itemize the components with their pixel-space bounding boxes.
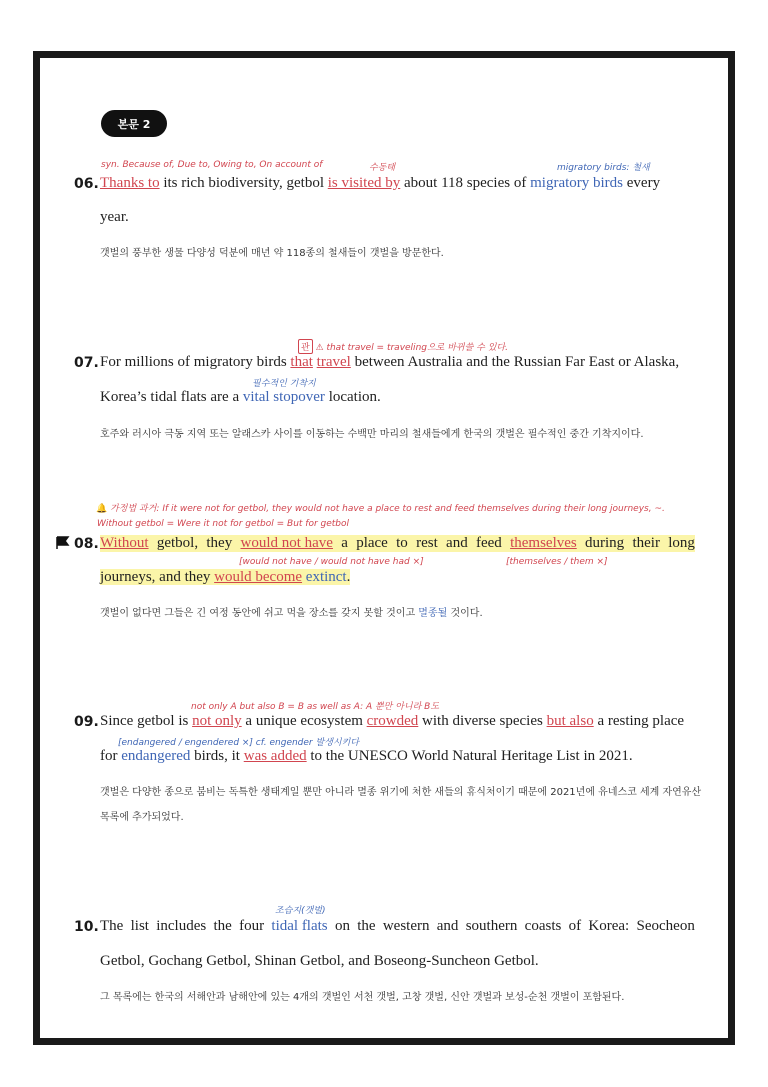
word: they bbox=[206, 535, 233, 551]
word: the bbox=[357, 918, 376, 934]
text: to the UNESCO World Natural Heritage List in 2021. bbox=[306, 748, 633, 764]
note-migratory: migratory birds: 철새 bbox=[557, 163, 650, 173]
word: rest bbox=[416, 535, 438, 551]
sentence-09-line-2 bbox=[100, 748, 633, 765]
word-that: that bbox=[290, 354, 313, 370]
note-text: ⚠ that travel = traveling으로 바뀌쓸 수 있다. bbox=[315, 343, 508, 353]
word: of bbox=[568, 918, 582, 934]
note-would-not-have: [would not have / would not have had ×] bbox=[239, 557, 424, 567]
sentence-number: 06. bbox=[74, 176, 99, 192]
word: The bbox=[100, 918, 124, 934]
sentence-08-line-1 bbox=[100, 535, 695, 552]
sentence-number: 08. bbox=[74, 536, 99, 552]
text: 갯벌이 없다면 그들은 긴 여정 동안에 쉬고 먹을 장소를 갖지 못할 것이고 bbox=[100, 608, 419, 619]
word: and bbox=[436, 918, 459, 934]
text: . bbox=[346, 569, 351, 585]
word: western bbox=[382, 918, 430, 934]
word-endangered: endangered bbox=[121, 748, 191, 764]
word-crowded: crowded bbox=[366, 713, 419, 729]
note-tidal-flats: 조습지(갯벌) bbox=[275, 906, 326, 916]
highlight bbox=[100, 569, 350, 585]
sentence-number: 10. bbox=[74, 919, 99, 935]
word-travel: travel bbox=[316, 354, 351, 370]
phrase-thanks-to: Thanks to bbox=[100, 175, 160, 191]
bell-icon: 🔔 bbox=[96, 504, 108, 514]
sentence-06-line-1 bbox=[100, 175, 660, 192]
word-extinct: extinct bbox=[305, 569, 347, 585]
word: their bbox=[632, 535, 660, 551]
text: every bbox=[623, 175, 661, 191]
word: the bbox=[213, 918, 232, 934]
sentence-08-line-2 bbox=[100, 569, 350, 586]
word: to bbox=[396, 535, 408, 551]
note-passive: 수동태 bbox=[369, 163, 396, 173]
word: Seocheon bbox=[636, 918, 695, 934]
sentence-07-line-1 bbox=[100, 354, 679, 371]
word: list bbox=[130, 918, 149, 934]
word-without: Without bbox=[100, 535, 149, 551]
word-themselves: themselves bbox=[510, 535, 577, 551]
word: and bbox=[446, 535, 468, 551]
word: Korea: bbox=[588, 918, 630, 934]
word: southern bbox=[465, 918, 518, 934]
sentence-number: 09. bbox=[74, 714, 99, 730]
sentence-number: 07. bbox=[74, 355, 99, 371]
flag-icon bbox=[56, 535, 70, 554]
sentence-06-line-2: year. bbox=[100, 209, 129, 225]
sentence-10-line-2: Getbol, Gochang Getbol, Shinan Getbol, and Boseong-Suncheon Getbol. bbox=[100, 953, 539, 969]
note-themselves: [themselves / them ×] bbox=[506, 557, 608, 567]
text: For millions of migratory birds bbox=[100, 354, 291, 370]
translation-07: 호주와 러시아 극동 지역 또는 알래스카 사이를 이동하는 수백만 마리의 철새들에게 한국의 갯벌은 필수적인 중간 기착지이다. bbox=[100, 429, 644, 440]
text: for bbox=[100, 748, 122, 764]
note-without: Without getbol = Were it not for getbol = But for getbol bbox=[97, 519, 350, 529]
text: location. bbox=[324, 389, 381, 405]
text: with diverse species bbox=[418, 713, 547, 729]
phrase-tidal-flats: tidal flats bbox=[271, 918, 328, 934]
note-synonyms: syn. Because of, Due to, Owing to, On account of bbox=[101, 160, 323, 170]
word: coasts bbox=[524, 918, 562, 934]
word: place bbox=[356, 535, 388, 551]
text: a resting place bbox=[593, 713, 685, 729]
phrase-not-only: not only bbox=[192, 713, 242, 729]
word: during bbox=[585, 535, 625, 551]
note-vital-stopover: 필수적인 기착지 bbox=[252, 379, 316, 389]
phrase-vital-stopover: vital stopover bbox=[242, 389, 325, 405]
phrase-is-visited-by: is visited by bbox=[327, 175, 401, 191]
sentence-07-line-2 bbox=[100, 389, 381, 406]
text: its rich biodiversity, getbol bbox=[159, 175, 328, 191]
badge-relative: 관 bbox=[298, 339, 313, 354]
phrase-would-become: would become bbox=[214, 569, 303, 585]
text: Since getbol is bbox=[100, 713, 193, 729]
translation-09-line-1: 갯벌은 다양한 종으로 붐비는 독특한 생태계일 뿐만 아니라 멸종 위기에 처한 새들의 휴식처이기 때문에 2021년에 유네스코 세계 자연유산 bbox=[100, 787, 702, 798]
note-endangered: [endangered / engendered ×] cf. engender 발생시키다 bbox=[118, 738, 359, 748]
word: long bbox=[668, 535, 695, 551]
text: Korea’s tidal flats are a bbox=[100, 389, 243, 405]
text: journeys, and they bbox=[100, 569, 215, 585]
text: between Australia and the Russian Far East or Alaska, bbox=[350, 354, 680, 370]
word: a bbox=[341, 535, 348, 551]
note-text: 가정법 과거: If it were not for getbol, they would not have a place to rest and feed themselves during their long journeys, ~. bbox=[110, 504, 665, 514]
note-subjunctive bbox=[96, 501, 665, 514]
text: birds, it bbox=[190, 748, 244, 764]
note-not-only: not only A but also B = B as well as A: A 뿐만 아니라 B도 bbox=[191, 702, 440, 712]
word: on bbox=[334, 918, 350, 934]
sentence-10-line-1 bbox=[100, 918, 695, 935]
word: feed bbox=[475, 535, 502, 551]
sentence-09-line-1 bbox=[100, 713, 684, 730]
word: four bbox=[239, 918, 265, 934]
translation-10: 그 목록에는 한국의 서해안과 남해안에 있는 4개의 갯벌인 서천 갯벌, 고창 갯벌, 신안 갯벌과 보성-순천 갯벌이 포함된다. bbox=[100, 992, 625, 1003]
phrase-was-added: was added bbox=[243, 748, 307, 764]
phrase-would-not-have: would not have bbox=[240, 535, 333, 551]
phrase-but-also: but also bbox=[546, 713, 594, 729]
text: 것이다. bbox=[447, 608, 483, 619]
translation-08 bbox=[100, 604, 483, 619]
section-label: 본문 2 bbox=[101, 110, 167, 137]
text: about 118 species of bbox=[400, 175, 531, 191]
text: a unique ecosystem bbox=[241, 713, 367, 729]
word-extinct-kr: 멸종될 bbox=[418, 608, 448, 619]
translation-06: 갯벌의 풍부한 생물 다양성 덕분에 매년 약 118종의 철새들이 갯벌을 방문한다. bbox=[100, 248, 444, 259]
word: includes bbox=[156, 918, 207, 934]
translation-09-line-2: 목록에 추가되었다. bbox=[100, 812, 184, 823]
note-relative-clause bbox=[298, 339, 508, 354]
phrase-migratory-birds: migratory birds bbox=[530, 175, 624, 191]
word: getbol, bbox=[156, 535, 199, 551]
